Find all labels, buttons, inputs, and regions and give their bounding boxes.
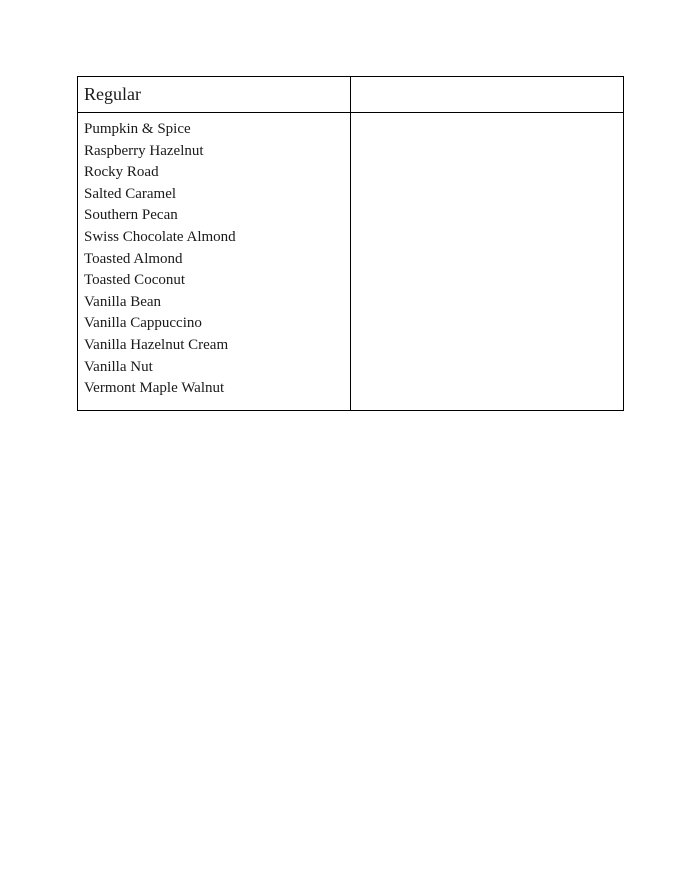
flavor-item: Vanilla Hazelnut Cream	[84, 336, 229, 353]
flavor-item: Toasted Almond	[84, 250, 183, 267]
flavor-item: Vanilla Bean	[84, 293, 162, 310]
column-header-regular: Regular	[78, 77, 351, 113]
flavor-item: Southern Pecan	[84, 207, 178, 224]
flavor-item: Rocky Road	[84, 164, 159, 181]
flavor-item: Pumpkin & Spice	[84, 121, 191, 137]
flavor-list-cell	[78, 113, 351, 411]
column-header-empty	[351, 77, 624, 113]
flavor-item: Raspberry Hazelnut	[84, 142, 204, 159]
flavor-item: Vanilla Nut	[84, 358, 153, 375]
flavor-item: Toasted Coconut	[84, 272, 186, 289]
body-row	[78, 113, 624, 411]
flavor-item: Vanilla Cappuccino	[84, 315, 202, 332]
flavor-table	[77, 76, 624, 411]
header-row	[78, 77, 624, 113]
flavor-item: Swiss Chocolate Almond	[84, 228, 236, 245]
flavor-item: Salted Caramel	[84, 185, 177, 202]
flavor-item: Vermont Maple Walnut	[84, 380, 225, 397]
empty-cell	[351, 113, 624, 411]
